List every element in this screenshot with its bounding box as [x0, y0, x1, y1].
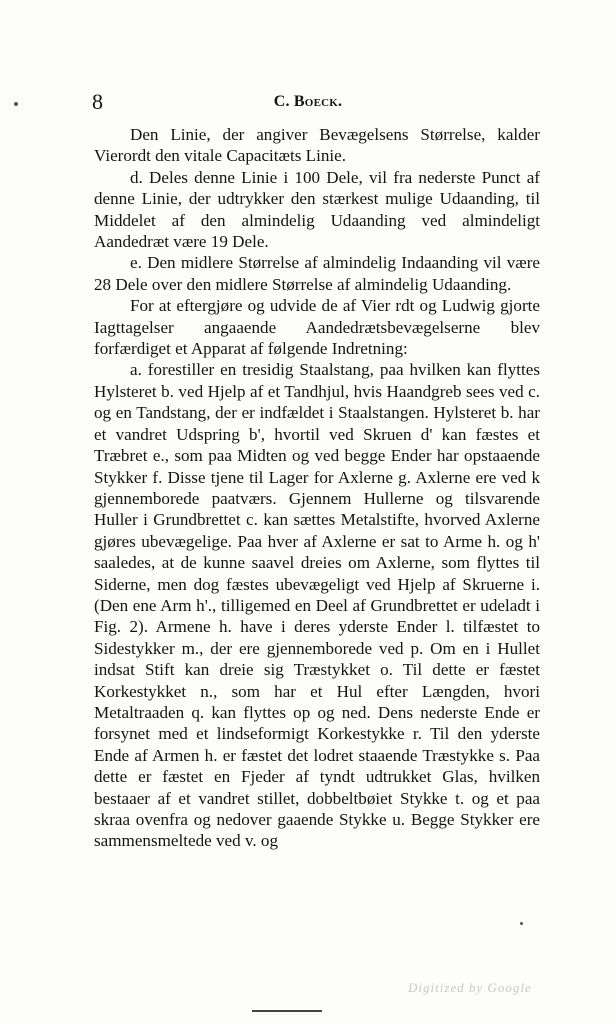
- page-number: 8: [92, 89, 103, 114]
- bottom-rule: [252, 1010, 322, 1012]
- paragraph-capacity-line: Den Linie, der angiver Bevægelsens Størrelse, kalder Vierordt den vitale Capacitæts Linie.: [94, 125, 540, 166]
- page-header: [0, 88, 616, 116]
- paragraph-apparatus-intro: For at eftergjøre og udvide de af Vier rdt og Ludwig gjorte Iagttagelser angaaende Aandedrætsbevægelserne blev forfærdiget et Apparat af følgende Indretning:: [94, 296, 540, 359]
- paragraph-d: d. Deles denne Linie i 100 Dele, vil fra nederste Punct af denne Linie, der udtrykker den stærkest mulige Udaanding, til Middelet af den almindelig Udaanding ved almindeligt Aandedræt være 19 Dele.: [94, 167, 540, 252]
- margin-speck: [520, 922, 523, 925]
- scan-watermark: Digitized by Google: [408, 980, 532, 995]
- paragraph-apparatus-description: a. forestiller en tresidig Staalstang, paa hvilken kan flyttes Hylsteret b. ved Hjelp af et Tandhjul, hvis Haandgreb sees ved c. og en Tandstang, der er indfældet i Staalstangen. Hylsteret b. har et vandret Udspring b', hvortil ved Skruen d' kan fæstes et Træbret e., som paa Midten og ved begge Ender har opstaaende Stykker f. Disse tjene til Lager for Axlerne g. Axlerne ere ved k gjennemborede paatværs. Gjennem Hullerne og tilsvarende Huller i Grundbrettet c. kan sættes Metalstifte, hvorved Axlerne gjøres ubevægelige. Paa hver af Axlerne er sat to Arme h. og h' saaledes, at de kunne saavel dreies om Axlerne, som flyttes til Siderne, men dog fæstes ubevægeligt ved Hjelp af Skruerne i. (Den ene Arm h'., tilligemed en Deel af Grundbrettet er udeladt i Fig. 2). Armene h. have i deres yderste Ender l. tilfæstet to Sidestykker m., der ere gjennemborede ved p. Om en i Hullet indsat Stift kan dreie sig Træstykket o. Til dette er fæstet Korkestykket n., som har et Hul efter Længden, hvori Metaltraaden q. kan flyttes op og ned. Dens nederste Ende er forsynet med et lindseformigt Korkestykke r. Til den yderste Ende af Armen h. er fæstet det lodret staaende Træstykke s. Paa dette er fæstet en Fjeder af tyndt udtrukket Glas, hvilken bestaaer af et vandret stillet, dobbeltbøiet Stykke t. og et paa skraa ovenfra og nedover gaaende Stykke u. Begge Stykker ere sammensmeltede ved v. og: [94, 360, 540, 851]
- paragraph-e: e. Den midlere Størrelse af almindelig Indaanding vil være 28 Dele over den midlere Størrelse af almindelig Udaanding.: [94, 253, 540, 294]
- page-body: [94, 124, 540, 852]
- running-head: C. Boeck.: [273, 93, 343, 110]
